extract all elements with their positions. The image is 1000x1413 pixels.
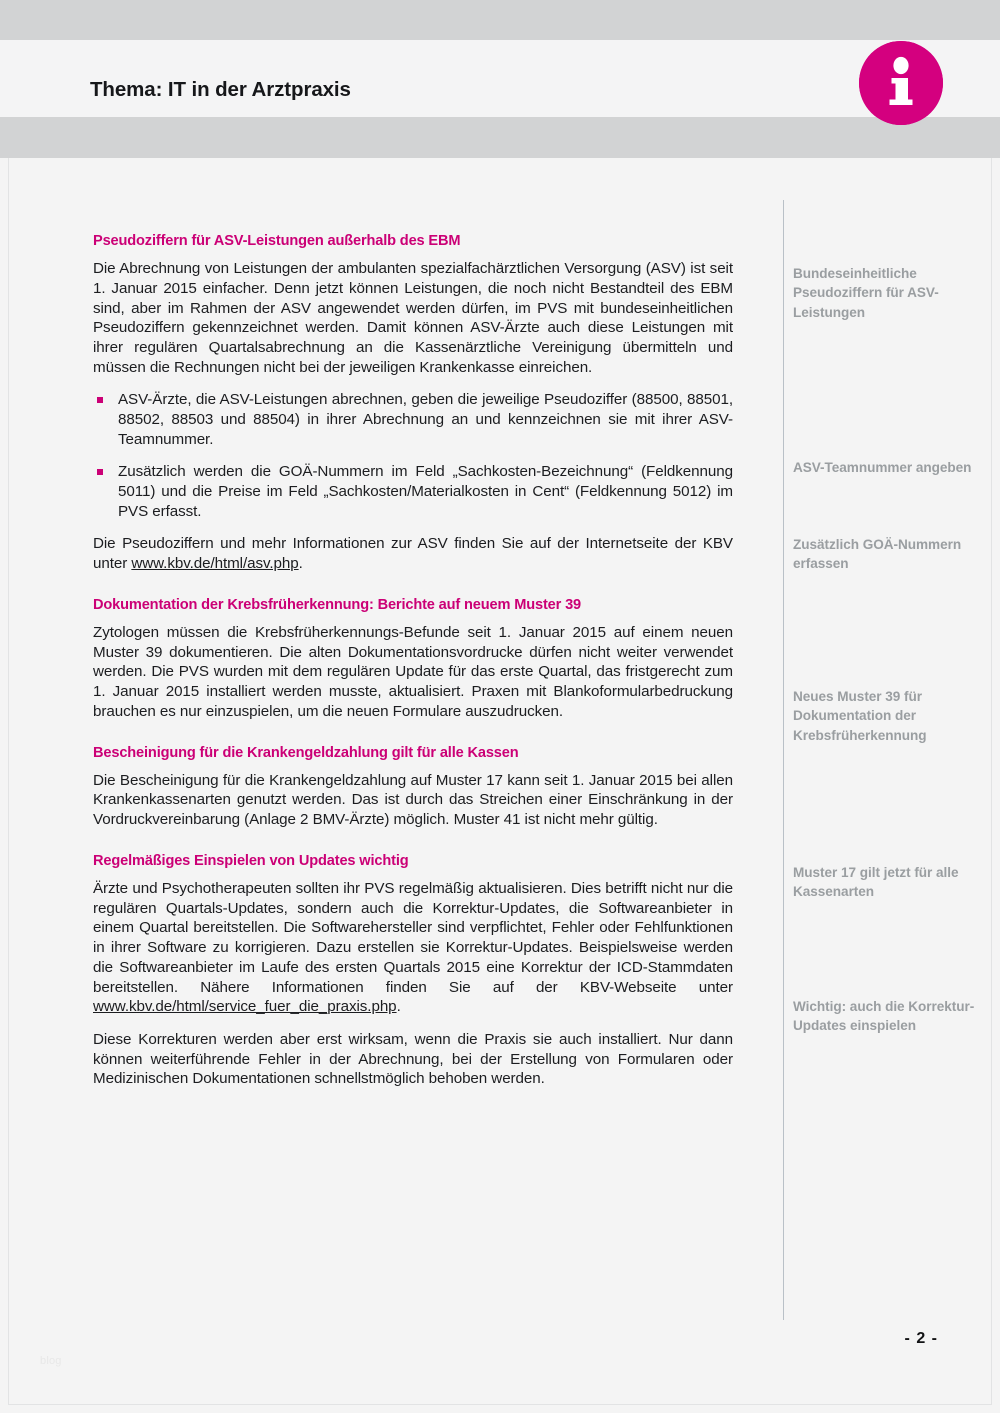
bullet-square-icon xyxy=(97,469,103,475)
section-heading: Regelmäßiges Einspielen von Updates wichtig xyxy=(93,852,409,869)
header-band-top xyxy=(0,0,1000,40)
section-krebsfrueherkennung xyxy=(93,596,733,722)
bullet-square-icon xyxy=(97,397,103,403)
section-paragraph: Die Abrechnung von Leistungen der ambulanten spezialfachärztlichen Versorgung (ASV) ist seit 1. Januar 2015 einfacher. Denn jetzt können Leistungen, die noch nicht Bestandteil des EBM sind, aber im Rahmen der ASV angewendet werden dürfen, im PVS mit bundeseinheitlichen Pseudoziffern gekennzeichnet werden. Damit können ASV-Ärzte auch diese Leistungen mit ihrer regulären Quartalsabrechnung an die Kassenärztliche Vereinigung übermitteln und müssen die Rechnungen nicht bei der jeweiligen Krankenkasse einreichen. xyxy=(93,260,733,376)
margin-note: Muster 17 gilt jetzt für alle Kassenarten xyxy=(793,865,959,900)
margin-note: Wichtig: auch die Korrektur-Updates einspielen xyxy=(793,999,975,1034)
section-heading: Dokumentation der Krebsfrüherkennung: Berichte auf neuem Muster 39 xyxy=(93,596,581,613)
list-item-text: ASV-Ärzte, die ASV-Leistungen abrechnen, geben die jeweilige Pseudoziffer (88500, 88501, 88502, 88503 und 88504) in ihrer Abrechnung an und kennzeichnen sie mit ihrer ASV-Teamnummer. xyxy=(118,391,733,448)
header-band-bottom xyxy=(0,117,1000,158)
section-pseudoziffern xyxy=(93,232,733,574)
section-paragraph xyxy=(93,879,733,1017)
margin-note: Bundeseinheitliche Pseudoziffern für ASV-Leistungen xyxy=(793,266,939,320)
closing-text-prefix: Die Pseudoziffern und mehr Informationen zur ASV finden Sie auf der Internetseite der KBV unter xyxy=(93,535,733,573)
margin-note: Neues Muster 39 für Dokumentation der Krebsfrüherkennung xyxy=(793,689,927,743)
paragraph-text-suffix: . xyxy=(396,998,401,1016)
closing-text-suffix: . xyxy=(298,555,303,573)
info-icon xyxy=(859,41,943,125)
page-title: Thema: IT in der Arztpraxis xyxy=(90,78,351,101)
column-divider xyxy=(783,200,784,1320)
section-krankengeldzahlung xyxy=(93,744,733,830)
list-item xyxy=(93,390,733,449)
watermark: blog xyxy=(40,1355,62,1367)
bullet-list xyxy=(93,390,733,521)
paragraph-text-prefix: Ärzte und Psychotherapeuten sollten ihr PVS regelmäßig aktualisieren. Dies betrifft nicht nur die regulären Quartals-Updates, sondern auch die Korrektur-Updates, die Softwareanbieter in einem Quartal bereitstellen. Die Softwarehersteller sind verpflichtet, Fehler oder Fehlfunktionen in ihrer Software zu korrigieren. Dazu erstellen sie Korrektur-Updates. Beispielsweise werden die Softwareanbieter im Laufe des ersten Quartals 2015 eine Korrektur der ICD-Stammdaten bereitstellen. Nähere Informationen finden Sie auf der KBV-Webseite unter xyxy=(93,880,733,996)
main-content-column xyxy=(93,232,733,1089)
margin-note: ASV-Teamnummer angeben xyxy=(793,460,972,475)
list-item xyxy=(93,462,733,521)
section-updates xyxy=(93,852,733,1089)
section-heading: Pseudoziffern für ASV-Leistungen außerhalb des EBM xyxy=(93,233,461,249)
section-closing-paragraph xyxy=(93,534,733,573)
section-paragraph: Zytologen müssen die Krebsfrüherkennungs-Befunde seit 1. Januar 2015 auf einem neuen Muster 39 dokumentieren. Die alten Dokumentationsvordrucke dürfen nicht weiter verwendet werden. Die PVS wurden mit dem regulären Update für das erste Quartal, das fristgerecht zum 1. Januar 2015 installiert werden musste, aktualisiert. Praxen mit Blankoformularbedruckung brauchen es nur einzuspielen, um die neuen Formulare auszudrucken. xyxy=(93,624,733,720)
section-paragraph: Diese Korrekturen werden aber erst wirksam, wenn die Praxis sie auch installiert. Nur dann können weiterführende Fehler in der Abrechnung, bei der Erstellung von Formularen oder Medizinischen Dokumentationen schnellstmöglich behoben werden. xyxy=(93,1030,733,1088)
service-link[interactable]: www.kbv.de/html/service_fuer_die_praxis.php xyxy=(93,998,397,1016)
page-number: - 2 - xyxy=(904,1330,938,1347)
list-item-text: Zusätzlich werden die GOÄ-Nummern im Feld „Sachkosten-Bezeichnung“ (Feldkennung 5011) und die Preise im Feld „Sachkosten/Materialkosten in Cent“ (Feldkennung 5012) im PVS erfasst. xyxy=(118,463,733,520)
asv-link[interactable]: www.kbv.de/html/asv.php xyxy=(131,555,299,573)
margin-note: Zusätzlich GOÄ-Nummern erfassen xyxy=(793,537,962,572)
section-heading: Bescheinigung für die Krankengeldzahlung gilt für alle Kassen xyxy=(93,744,519,761)
section-paragraph: Die Bescheinigung für die Krankengeldzahlung auf Muster 17 kann seit 1. Januar 2015 bei allen Krankenkassenarten genutzt werden. Das ist durch das Streichen einer Einschränkung in der Vordruckvereinbarung (Anlage 2 BMV-Ärzte) möglich. Muster 41 ist nicht mehr gültig. xyxy=(93,771,733,829)
